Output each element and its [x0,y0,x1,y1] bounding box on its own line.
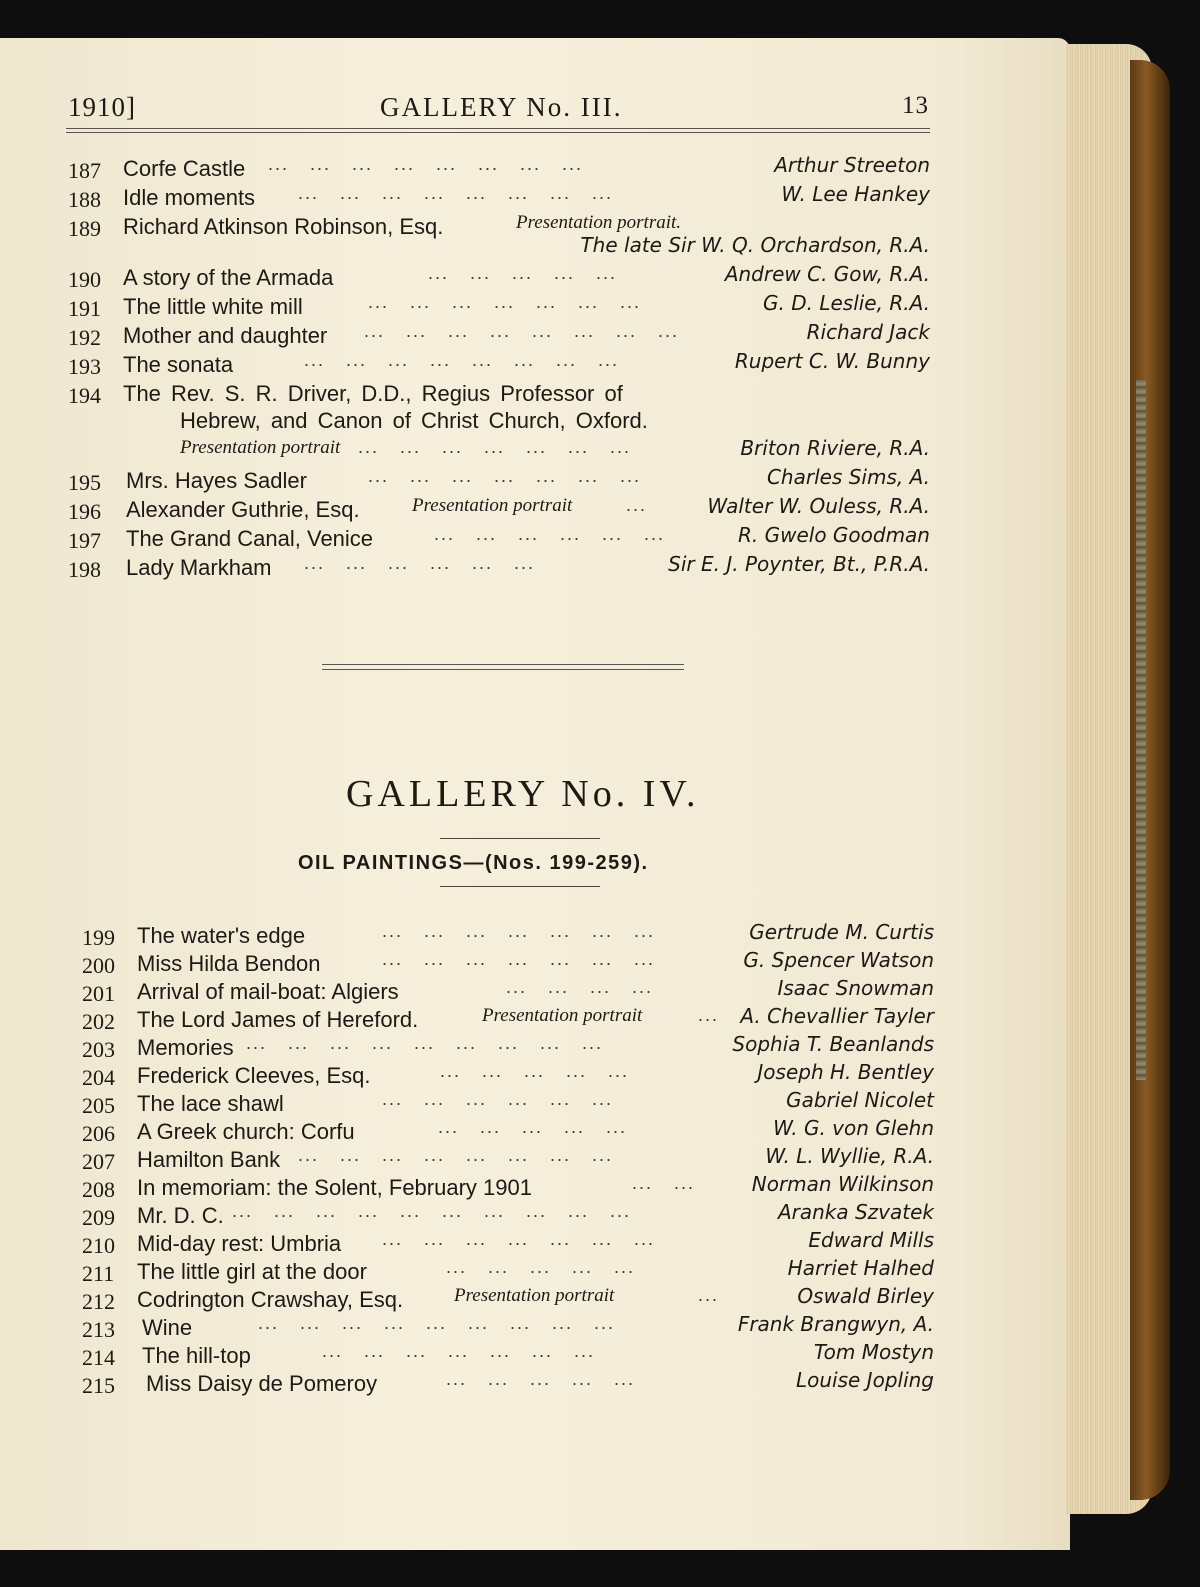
list-item [82,1368,934,1403]
item-artist: Rupert C. W. Bunny [734,349,930,373]
item-artist: Isaac Snowman [777,976,934,1000]
list-item [68,349,930,384]
item-number: 204 [82,1065,115,1090]
item-title: The little girl at the door [137,1259,367,1284]
item-number: 195 [68,470,101,495]
leader-dots: ... ... [632,1173,696,1193]
item-artist: Charles Sims, A. [766,465,930,489]
item-artist: Sir E. J. Poynter, Bt., P.R.A. [668,552,930,576]
item-number: 189 [68,216,101,241]
item-number: 214 [82,1345,115,1370]
item-title: Miss Hilda Bendon [137,951,321,976]
item-title: Alexander Guthrie, Esq. [126,497,360,522]
item-artist: Gabriel Nicolet [786,1088,934,1112]
header-rule [66,128,930,129]
item-title: The sonata [123,352,234,377]
item-number: 198 [68,557,101,582]
item-number: 192 [68,325,101,350]
header-year: 1910] [68,92,136,122]
item-title: In memoriam: the Solent, February 1901 [137,1175,532,1200]
item-number: 193 [68,354,101,379]
leader-dots: ... ... ... ... ... ... ... ... [298,183,614,203]
item-artist: R. Gwelo Goodman [737,523,930,547]
list-item [68,552,930,587]
item-title: Mrs. Hayes Sadler [126,468,307,493]
item-artist: A. Chevallier Tayler [740,1004,934,1028]
item-artist: Louise Jopling [795,1368,934,1392]
item-artist: Richard Jack [806,320,930,344]
leader-dots: ... ... ... ... ... ... ... ... [304,350,620,370]
leader-dots: ... ... ... ... ... ... ... [322,1341,596,1361]
item-title: Idle moments [123,185,256,210]
item-number: 203 [82,1037,115,1062]
item-number: 187 [68,158,101,183]
item-title: A Greek church: Corfu [137,1119,355,1144]
leader-dots: ... ... ... ... [506,977,654,997]
item-artist: Frank Brangwyn, A. [737,1312,934,1336]
item-number: 206 [82,1121,115,1146]
item-title: The lace shawl [137,1091,284,1116]
item-artist: Walter W. Ouless, R.A. [707,494,930,518]
gallery4-subtitle: OIL PAINTINGS—(Nos. 199-259). [298,852,649,874]
item-number: 215 [82,1373,115,1398]
item-artist: G. D. Leslie, R.A. [763,291,930,315]
leader-dots: ... ... ... ... ... ... ... ... ... ... [232,1201,632,1221]
item-artist: Andrew C. Gow, R.A. [724,262,930,286]
leader-dots: ... ... ... ... ... ... ... [382,949,656,969]
section-divider [322,664,684,670]
leader-dots: ... ... ... ... ... ... ... ... [268,154,584,174]
item-title: Wine [142,1315,193,1340]
presentation-note: Presentation portrait [412,495,573,516]
item-artist: Oswald Birley [797,1284,934,1308]
leader-dots: ... ... ... ... ... ... ... ... [298,1145,614,1165]
spine-decoration [1136,380,1146,1080]
leader-dots: ... ... ... ... ... ... [304,553,536,573]
leader-dots: ... ... ... ... ... [438,1117,628,1137]
item-title: The Rev. S. R. Driver, D.D., Regius Professor of [123,381,623,406]
item-artist: Briton Riviere, R.A. [740,436,930,460]
item-title: The Grand Canal, Venice [126,526,374,551]
item-number: 191 [68,296,101,321]
leader-dots: ... [698,1005,720,1025]
item-title: Mr. D. C. [137,1203,224,1228]
item-number: 207 [82,1149,115,1174]
item-number: 212 [82,1289,115,1314]
leader-dots: ... ... ... ... ... ... [434,524,666,544]
subtitle-rule [440,886,600,887]
leader-dots: ... ... ... ... ... [440,1061,630,1081]
item-title: Frederick Cleeves, Esq. [137,1063,371,1088]
leader-dots: ... ... ... ... ... ... ... [382,1229,656,1249]
presentation-note: Presentation portrait [482,1005,643,1026]
item-title: The little white mill [123,294,303,319]
header-title: GALLERY No. III. [380,92,623,122]
item-artist: Arthur Streeton [774,153,930,177]
item-artist: Joseph H. Bentley [757,1060,934,1084]
leader-dots: ... ... ... ... ... [446,1369,636,1389]
item-artist: Tom Mostyn [813,1340,934,1364]
item-artist: W. L. Wyllie, R.A. [765,1144,934,1168]
presentation-note: Presentation portrait. [516,212,682,233]
item-title: Richard Atkinson Robinson, Esq. [123,214,444,239]
item-number: 208 [82,1177,115,1202]
item-number: 205 [82,1093,115,1118]
item-number: 202 [82,1009,115,1034]
leader-dots: ... ... ... ... ... ... ... [368,466,642,486]
leader-dots: ... ... ... ... ... ... ... [358,437,632,457]
leader-dots: ... ... ... ... ... [428,263,618,283]
item-number: 210 [82,1233,115,1258]
item-title: Memories [137,1035,234,1060]
item-number: 188 [68,187,101,212]
title-rule [440,838,600,839]
item-number: 194 [68,383,101,408]
item-artist: Gertrude M. Curtis [749,920,934,944]
item-title: Miss Daisy de Pomeroy [146,1371,378,1396]
leader-dots: ... ... ... ... ... ... ... ... [364,321,680,341]
leader-dots: ... ... ... ... ... [446,1257,636,1277]
list-item [68,182,930,217]
item-artist: W. G. von Glehn [773,1116,934,1140]
item-artist: The late Sir W. Q. Orchardson, R.A. [580,233,930,257]
item-number: 211 [82,1261,115,1286]
item-title: The Lord James of Hereford. [137,1007,419,1032]
item-title: Mother and daughter [123,323,328,348]
leader-dots: ... ... ... ... ... ... ... [368,292,642,312]
page-number: 13 [902,92,929,119]
presentation-note: Presentation portrait [180,437,341,458]
leader-dots: ... ... ... ... ... ... ... ... ... [258,1313,616,1333]
gallery4-title: GALLERY No. IV. [346,773,700,815]
item-title: The hill-top [142,1343,251,1368]
item-title-continued: Hebrew, and Canon of Christ Church, Oxford. [180,408,648,433]
item-artist: Sophia T. Beanlands [732,1032,934,1056]
item-artist: Norman Wilkinson [751,1172,934,1196]
item-artist: Edward Mills [808,1228,934,1252]
leader-dots: ... [698,1285,720,1305]
item-number: 199 [82,925,115,950]
item-number: 209 [82,1205,115,1230]
item-title: Mid-day rest: Umbria [137,1231,342,1256]
item-title: Corfe Castle [123,156,246,181]
item-number: 197 [68,528,101,553]
item-title: Lady Markham [126,555,272,580]
item-title: Hamilton Bank [137,1147,281,1172]
item-number: 190 [68,267,101,292]
item-title: A story of the Armada [123,265,334,290]
leader-dots: ... [626,495,648,515]
item-artist: Aranka Szvatek [777,1200,934,1224]
item-title: Codrington Crawshay, Esq. [137,1287,404,1312]
item-number: 201 [82,981,115,1006]
item-title: The water's edge [137,923,306,948]
item-number: 200 [82,953,115,978]
leader-dots: ... ... ... ... ... ... ... [382,921,656,941]
item-artist: Harriet Halhed [787,1256,934,1280]
item-artist: G. Spencer Watson [743,948,934,972]
item-number: 196 [68,499,101,524]
leader-dots: ... ... ... ... ... ... ... ... ... [246,1033,604,1053]
item-number: 213 [82,1317,115,1342]
presentation-note: Presentation portrait [454,1285,615,1306]
leader-dots: ... ... ... ... ... ... [382,1089,614,1109]
item-title: Arrival of mail-boat: Algiers [137,979,399,1004]
header-rule-2 [66,132,930,133]
item-artist: W. Lee Hankey [781,182,930,206]
